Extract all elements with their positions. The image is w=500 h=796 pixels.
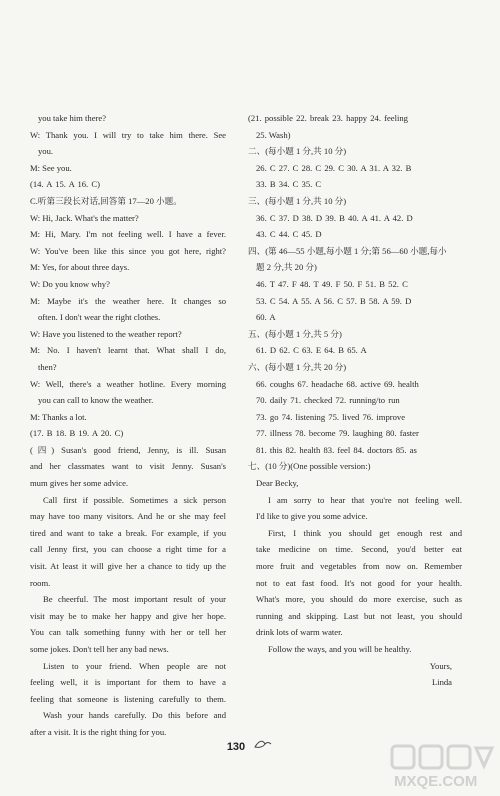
text-line: M: See you. — [30, 162, 72, 173]
text-line: visit. At least it will give her a chance to tidy up the — [30, 561, 226, 572]
left-column — [30, 110, 226, 741]
section-heading: C.听第三段长对话,回答第 17—20 小题。 — [30, 195, 182, 206]
letter-signature: Linda — [431, 677, 452, 688]
section-heading: 二、(每小题 1 分,共 10 分) — [248, 146, 347, 157]
text-line: feeling well, it is important for them to have a — [30, 677, 226, 688]
text-line: may have too many visitors. And he or she may feel — [30, 511, 226, 522]
answer-line: 46. T 47. F 48. T 49. F 50. F 51. B 52. C — [256, 278, 408, 289]
letter-line: drink lots of warm water. — [256, 627, 343, 638]
answer-line: 70. daily 71. checked 72. running/to run — [256, 395, 400, 406]
text-line: tired and want to take a break. For example, if you — [30, 527, 226, 538]
text-line: some jokes. Don't tell her any bad news. — [30, 644, 169, 654]
letter-line: What's more, you should do more exercise, such as — [256, 594, 462, 605]
answer-line: 36. C 37. D 38. D 39. B 40. A 41. A 42. D — [256, 212, 413, 223]
text-line: W: Have you listened to the weather report? — [30, 328, 182, 339]
answer-line: 73. go 74. listening 75. lived 76. improve — [256, 411, 406, 422]
letter-line: First, I think you should get enough rest and — [268, 527, 462, 538]
section-heading: 题 2 分,共 20 分) — [256, 262, 317, 273]
text-line: M: No. I haven't learnt that. What shall I do, — [30, 345, 226, 356]
text-line: after a visit. It is the right thing for you. — [30, 726, 167, 737]
answer-line: (14. A 15. A 16. C) — [30, 179, 100, 190]
text-line: call Jenny first, you can choose a right time for a — [30, 544, 226, 555]
text-line: W: Do you know why? — [30, 278, 110, 289]
answer-line: 26. C 27. C 28. C 29. C 30. A 31. A 32. B — [256, 162, 412, 173]
text-line: M: Thanks a lot. — [30, 411, 87, 422]
letter-line: I'd like to give you some advice. — [256, 511, 368, 522]
text-line: M: Hi, Mary. I'm not feeling well. I have a fever. — [30, 229, 226, 240]
text-line: W: Hi, Jack. What's the matter? — [30, 212, 139, 223]
answer-line: 81. this 82. health 83. feel 84. doctors 85. as — [256, 444, 417, 455]
section-heading: 五、(每小题 1 分,共 5 分) — [248, 328, 342, 339]
text-line: you can call to know the weather. — [38, 395, 154, 406]
right-column — [248, 110, 462, 691]
text-line: Be cheerful. The most important result of your — [43, 594, 226, 605]
text-line: often. I don't wear the right clothes. — [38, 312, 161, 323]
text-line: mum gives her some advice. — [30, 478, 129, 489]
answer-line: (17. B 18. B 19. A 20. C) — [30, 428, 124, 439]
text-line: W: Thank you. I will try to take him there. See — [30, 129, 226, 140]
text-line: W: Well, there's a weather hotline. Every morning — [30, 378, 226, 389]
text-line: then? — [38, 361, 57, 372]
text-line: Wash your hands carefully. Do this before and — [43, 710, 226, 721]
leaf-ornament-icon — [253, 737, 273, 755]
answer-line: 43. C 44. C 45. D — [256, 229, 322, 240]
watermark-logo — [388, 742, 496, 790]
letter-line: not to eat fast food. It's not good for your health. — [256, 577, 462, 588]
section-heading: 四、(第 46—55 小题,每小题 1 分;第 56—60 小题,每小 — [248, 245, 447, 256]
answer-line: 61. D 62. C 63. E 64. B 65. A — [256, 345, 367, 356]
svg-text:MXQE.COM: MXQE.COM — [394, 773, 478, 790]
answer-line: 60. A — [256, 312, 276, 323]
section-heading: 三、(每小题 1 分,共 10 分) — [248, 195, 347, 206]
letter-line: more fruit and vegetables from now on. Remember — [256, 561, 462, 572]
text-line: visit may be to make her happy and give her hope. — [30, 610, 226, 621]
letter-closing: Yours, — [429, 660, 452, 671]
text-line: M: Yes, for about three days. — [30, 262, 130, 273]
letter-line: I am sorry to hear that you're not feeling well. — [268, 494, 462, 505]
text-line: W: You've been like this since you got here, right? — [30, 245, 226, 256]
text-line: and her classmates want to visit Jenny. Susan's — [30, 461, 226, 472]
text-line: (四) Susan's good friend, Jenny, is ill. Susan — [30, 444, 226, 455]
answer-line: 77. illness 78. become 79. laughing 80. faster — [256, 428, 419, 439]
answer-line: 25. Wash) — [256, 129, 291, 140]
section-heading: 六、(每小题 1 分,共 20 分) — [248, 361, 347, 372]
section-heading: 七、(10 分)(One possible version:) — [248, 461, 371, 472]
answer-line: 53. C 54. A 55. A 56. C 57. B 58. A 59. D — [256, 295, 412, 306]
letter-line: take medicine on time. Second, you'd better eat — [256, 544, 462, 555]
answer-line: 33. B 34. C 35. C — [256, 179, 322, 190]
letter-greeting: Dear Becky, — [256, 478, 299, 489]
text-line: Listen to your friend. When people are not — [43, 660, 226, 671]
answer-line: 66. coughs 67. headache 68. active 69. health — [256, 378, 419, 389]
text-line: room. — [30, 577, 51, 588]
text-line: You can talk something funny with her or tell her — [30, 627, 226, 638]
page-number: 130 — [226, 741, 246, 753]
text-line: feeling that someone is listening carefully to them. — [30, 693, 226, 704]
text-line: you. — [38, 146, 54, 157]
text-line: you take him there? — [38, 113, 107, 123]
letter-line: running and skipping. Last but not least, you should — [256, 610, 462, 621]
text-line: Call first if possible. Sometimes a sick person — [43, 494, 226, 505]
answer-line: (21. possible 22. break 23. happy 24. feeling — [248, 113, 408, 123]
text-line: M: Maybe it's the weather here. It changes so — [30, 295, 226, 306]
letter-line: Follow the ways, and you will be healthy. — [268, 644, 412, 654]
